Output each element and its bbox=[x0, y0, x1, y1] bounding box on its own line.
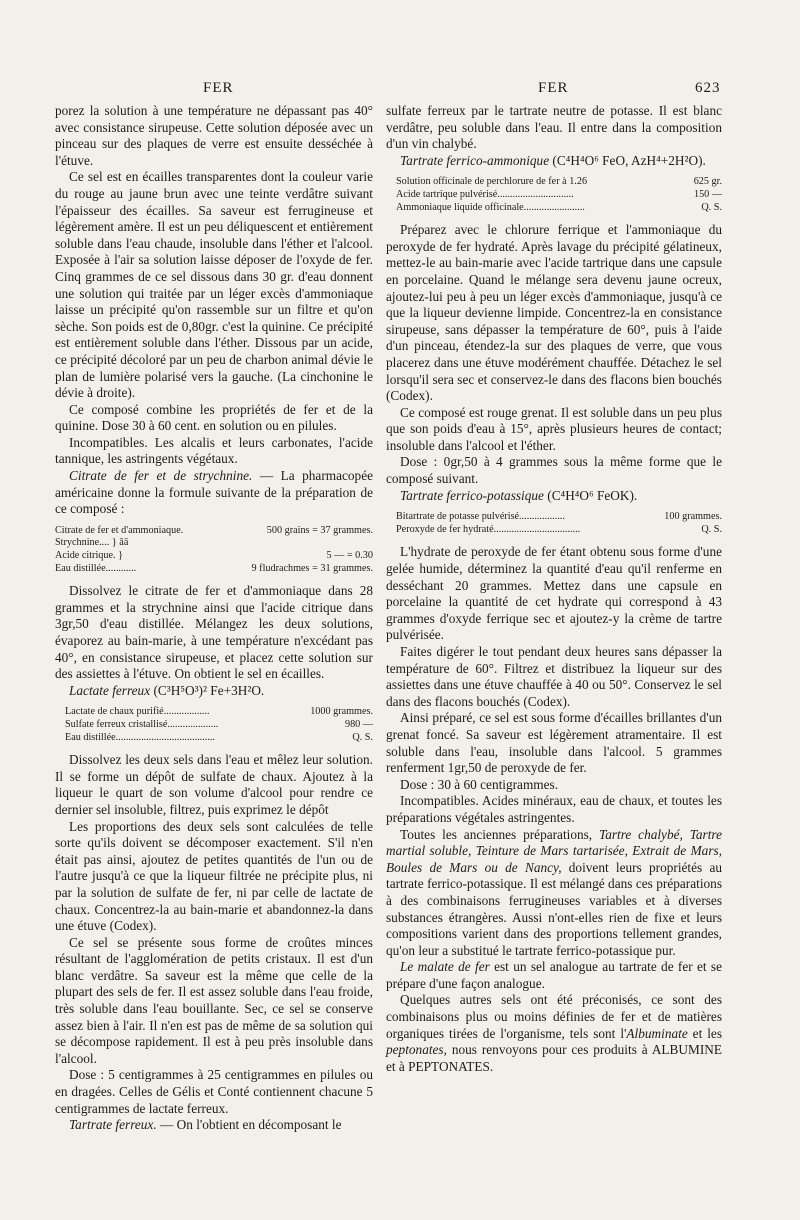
paragraph: porez la solution à une température ne dépassant pas 40° avec consistance sirupeuse. Cette solution déposée avec un pinceau sur des plaques de verre est ensuite desséchée à l'étuve. bbox=[55, 103, 373, 168]
ingredient: Eau distillée....................................... bbox=[65, 731, 215, 743]
formula: (C⁴H⁴O⁶ FeOK). bbox=[543, 487, 638, 503]
table-row bbox=[386, 202, 722, 215]
table-row bbox=[55, 537, 373, 550]
paragraph: Ainsi préparé, ce sel est sous forme d'écailles brillantes d'un grenat foncé. Sa saveur est légèrement atramentaire. Il est soluble dans l'eau, insoluble dans l'alcool. 5 grammes renferment 1gr,50 de peroxyde de fer. bbox=[386, 710, 722, 776]
paragraph: Incompatibles. Les alcalis et leurs carbonates, l'acide tannique, les astringents végétaux. bbox=[55, 434, 373, 467]
table-row bbox=[55, 525, 373, 538]
ingredient: Solution officinale de perchlorure de fer à 1.26 bbox=[396, 176, 588, 188]
paragraph: Dose : 5 centigrammes à 25 centigrammes en pilules ou en dragées. Celles de Gélis et Conté contiennent chacune 5 centigrammes de lactate ferreux. bbox=[55, 1067, 373, 1116]
paragraph-text: Quelques autres sels ont été préconisés, ce sont des combinaisons plus ou moins définies de fer et de matières organiques tirées de l'organisme, tels sont l' bbox=[386, 992, 722, 1041]
ingredient: Bitartrate de potasse pulvérisé.................. bbox=[396, 511, 565, 523]
ingredient: Lactate de chaux purifié.................. bbox=[65, 706, 210, 718]
ingredient: Eau distillée............ bbox=[55, 562, 137, 574]
quantity: 980 — bbox=[344, 718, 373, 730]
quantity: Q. S. bbox=[701, 201, 722, 213]
section-title: Le malate de fer bbox=[400, 959, 490, 975]
term: peptonates, bbox=[386, 1042, 447, 1058]
ingredient: Ammoniaque liquide officinale........................ bbox=[396, 201, 585, 213]
ingredient: Citrate de fer et d'ammoniaque. bbox=[55, 524, 184, 536]
quantity: 9 fludrachmes = 31 grammes. bbox=[251, 562, 373, 574]
paragraph: Incompatibles. Acides minéraux, eau de chaux, et toutes les préparations végétales astringentes. bbox=[386, 793, 722, 825]
table-row bbox=[386, 524, 722, 537]
formula: (C³H⁵O³)² Fe+3H²O. bbox=[150, 682, 265, 698]
section-title: Lactate ferreux bbox=[69, 682, 151, 698]
quantity: 150 — bbox=[693, 188, 722, 200]
table-row bbox=[386, 176, 722, 189]
ingredient: Acide citrique. } bbox=[55, 550, 123, 562]
section-title: Tartrate ferrico-ammonique bbox=[400, 152, 550, 168]
term: Albuminate bbox=[626, 1025, 688, 1041]
quantity: Q. S. bbox=[352, 731, 373, 743]
quantity: 1000 grammes. bbox=[310, 706, 373, 718]
table-row bbox=[55, 719, 373, 732]
section-title: Citrate de fer et de strychnine. bbox=[69, 468, 253, 484]
quantity: 625 gr. bbox=[693, 176, 722, 188]
paragraph bbox=[386, 153, 722, 170]
paragraph: Dose : 0gr,50 à 4 grammes sous la même forme que le composé suivant. bbox=[386, 454, 722, 487]
paragraph-text: Toutes les anciennes préparations, bbox=[400, 826, 600, 842]
paragraph-text: — On l'obtient en décomposant le bbox=[156, 1117, 342, 1133]
quantity bbox=[216, 537, 373, 550]
page-number: 623 bbox=[695, 80, 721, 96]
paragraph: Dose : 30 à 60 centigrammes. bbox=[400, 776, 559, 792]
paragraph: Préparez avec le chlorure ferrique et l'ammoniaque du peroxyde de fer hydraté. Après lavage du précipité gélatineux, mettez-le au bain-marie avec l'acide tartrique dans une capsule en porcelaine. Quand le mélange sera devenu jaune ocreux, ajoutez-lui peu à peu un léger excès d'ammoniaque, jusqu'à ce que la liqueur devienne limpide. Concentrez-la en consistance sirupeuse, sans dépasser la température de 60°, puis à l'aide d'un pinceau, étendez-la sur des plaques de verre, que vous placerez dans une étuve modérément chauffée. Détachez le sel lorsqu'il sera sec et conservez-le dans des flacons bien bouchés (Codex). bbox=[386, 222, 722, 404]
formula-table bbox=[386, 176, 722, 214]
paragraph bbox=[55, 683, 373, 700]
paragraph bbox=[386, 992, 722, 1075]
running-head-right: FER bbox=[538, 80, 569, 96]
formula-table bbox=[386, 511, 722, 536]
paragraph-text: doivent leurs propriétés au tartrate ferrico-potassique. Il est mélangé dans ces préparations à des combinaisons ferrugineuses variables et à diverses substances étrangères. Aussi n'ont-elles rien de fixe et leurs compositions varient dans des proportions tellement grandes, qu'on leur a substitué le tartrate ferrico-potassique pur. bbox=[386, 859, 722, 958]
quantity: 500 grains = 37 grammes. bbox=[266, 524, 373, 536]
table-row bbox=[55, 732, 373, 745]
formula-table bbox=[55, 525, 373, 575]
paragraph bbox=[386, 959, 722, 992]
ingredient: Peroxyde de fer hydraté.................................. bbox=[396, 523, 581, 535]
quantity: Q. S. bbox=[701, 523, 722, 535]
table-row bbox=[55, 563, 373, 576]
paragraph-text: et les bbox=[687, 1025, 722, 1041]
table-row bbox=[386, 189, 722, 202]
ingredient: Sulfate ferreux cristallisé.................... bbox=[65, 718, 219, 730]
paragraph: Ce composé est rouge grenat. Il est soluble dans un peu plus que son poids d'eau à 15°, après plusieurs heures de contact; insoluble dans l'alcool et l'éther. bbox=[386, 404, 722, 453]
table-row bbox=[55, 706, 373, 719]
right-column bbox=[386, 103, 722, 1075]
paragraph: Ce sel est en écailles transparentes dont la couleur varie du rouge au jaune brun avec une teinte verdâtre suivant l'épaisseur des écailles. Sa saveur est ferrugineuse et légèrement amère. Il est un peu déliquescent et entièrement soluble dans l'eau chaude, insoluble dans l'éther et l'alcool. Exposée à l'air sa solution laisse déposer de l'oxyde de fer. Cinq grammes de ce sel dissous dans 30 gr. d'eau donnent une solution qui traitée par un léger excès d'ammoniaque laisse un précipité qu'on rassemble sur un filtre et qu'on sèche. Son poids est de 0,80gr. c'est la quinine. Ce précipité est entièrement soluble dans l'éther. Dissous par un acide, ce précipité décoloré par un peu de charbon animal dévie le plan de lumière polarisé vers la gauche. (La cinchonine le dévie à droite). bbox=[55, 169, 373, 401]
paragraph: L'hydrate de peroxyde de fer étant obtenu sous forme d'une gelée humide, déterminez la quantité d'eau qu'il renferme en desséchant 20 grammes. Mettez dans une capsule en porcelaine la quantité de cet hydrate qui correspond à 43 grammes d'oxyde ferrique sec et ajoutez-y la crème de tartre pulvérisée. bbox=[386, 544, 722, 643]
left-column bbox=[55, 103, 373, 1134]
paragraph-text: est un sel analogue au tartrate de fer et se prépare d'une façon analogue. bbox=[386, 959, 723, 991]
section-title: Tartrate ferrico-potassique bbox=[400, 487, 544, 503]
quantity: 5 — = 0.30 bbox=[326, 550, 373, 562]
paragraph bbox=[386, 827, 722, 960]
paragraph: Ce sel se présente sous forme de croûtes minces résultant de l'agglomération de petits cristaux. Il est d'un blanc verdâtre. Sa saveur est la même que celle de la plupart des sels de fer. Il est assez soluble dans l'eau froide, très soluble dans l'eau bouillante. Sec, ce sel se conserve assez bien à l'air. Il n'en est pas de même de sa solution qui se décompose rapidement. Il est à peu près insoluble dans l'alcool. bbox=[55, 934, 373, 1066]
paragraph: Ce composé combine les propriétés de fer et de la quinine. Dose 30 à 60 cent. en solution ou en pilules. bbox=[55, 401, 373, 434]
paragraph-text: — La pharmacopée américaine donne la formule suivante de la préparation de ce composé : bbox=[55, 468, 373, 517]
section-title: Tartrate ferreux. bbox=[69, 1117, 157, 1133]
formula: (C⁴H⁴O⁶ FeO, AzH⁴+2H²O). bbox=[549, 152, 706, 168]
paragraph-text: nous renvoyons pour ces produits à ALBUMINE et à PEPTONATES. bbox=[386, 1042, 722, 1074]
paragraph: Dissolvez le citrate de fer et d'ammoniaque dans 28 grammes et la strychnine ainsi que l'acide citrique dans 3gr,50 d'eau distillée. Mélangez les deux solutions, évaporez au bain-marie, à une température n'excédant pas 40°, en consistance sirupeuse, et placez cette solution sur des assiettes à l'étuve. On obtient le sel en écailles. bbox=[55, 583, 373, 682]
ingredient: Strychnine.... } āā bbox=[55, 537, 129, 549]
table-row bbox=[386, 511, 722, 524]
preparation-names: Tartre chalybé, Tartre martial soluble, Teinture de Mars tartarisée, Extrait de Mars, Boules de Mars ou de Nancy, bbox=[386, 826, 722, 875]
paragraph: Les proportions des deux sels sont calculées de telle sorte qu'ils doivent se décomposer exactement. S'il n'en était pas ainsi, ajoutez de petites quantités de l'un ou de l'autre jusqu'à ce que la liqueur filtrée ne précipite plus, ni par la solution de sulfate de fer, ni par celle de lactate de chaux. Concentrez-la au bain-marie et abandonnez-la dans une étuve (Codex). bbox=[55, 818, 373, 934]
formula-table bbox=[55, 706, 373, 744]
ingredient: Acide tartrique pulvérisé.............................. bbox=[396, 188, 574, 200]
running-head-left: FER bbox=[203, 80, 234, 96]
paragraph: Faites digérer le tout pendant deux heures sans dépasser la température de 60°. Filtrez et distribuez la liqueur sur des assiettes dans une étuve chauffée à 40 ou 50°. Conservez le sel dans des flacons bouchés (Codex). bbox=[386, 644, 722, 709]
paragraph: sulfate ferreux par le tartrate neutre de potasse. Il est blanc verdâtre, peu soluble dans l'eau. Il entre dans la composition d'un vin chalybé. bbox=[386, 103, 722, 152]
paragraph: Dissolvez les deux sels dans l'eau et mêlez leur solution. Il se forme un dépôt de sulfate de chaux. Ajoutez à la liqueur le quart de son volume d'alcool pour rendre ce dernier sel insoluble, filtrez, puis exprimez le dépôt bbox=[55, 752, 373, 817]
paragraph bbox=[55, 468, 373, 518]
paragraph bbox=[386, 488, 722, 505]
paragraph bbox=[55, 1117, 373, 1134]
quantity: 100 grammes. bbox=[664, 511, 722, 523]
table-row bbox=[55, 550, 373, 563]
